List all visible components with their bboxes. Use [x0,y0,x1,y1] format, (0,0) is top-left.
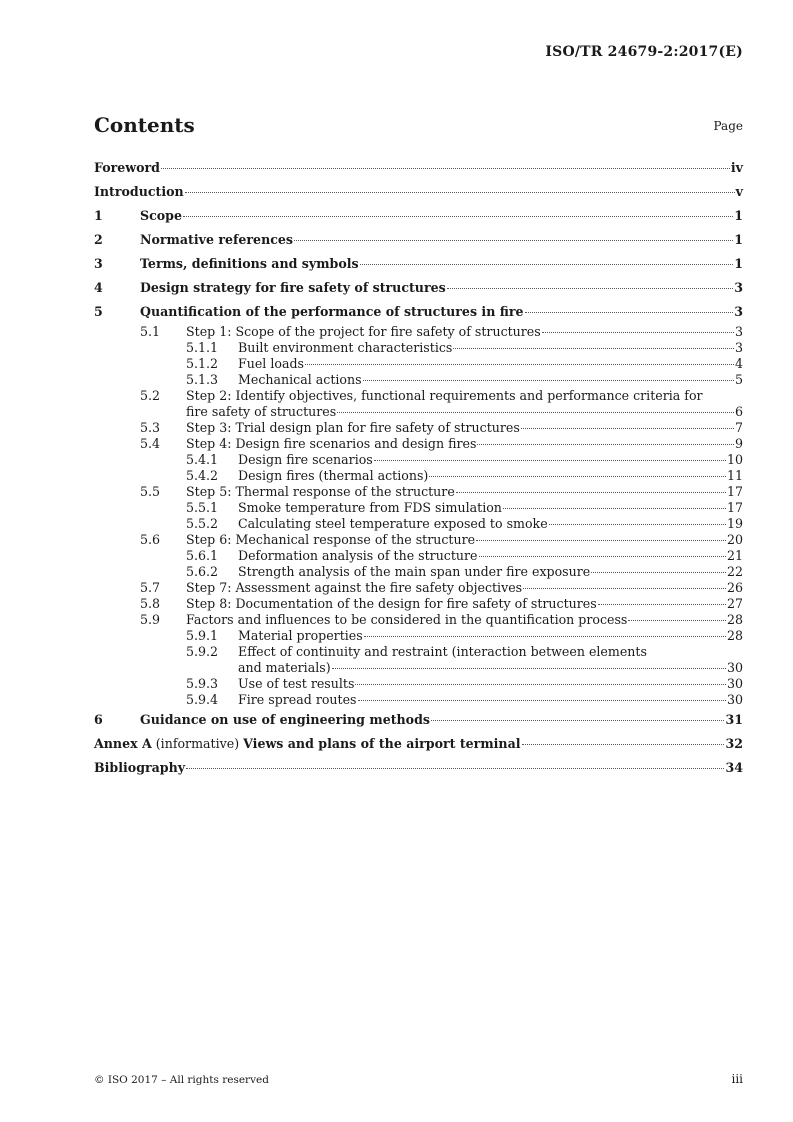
annex-qualifier: (informative) [155,736,240,751]
page-title: Contents [94,113,195,137]
toc-entry-5-8[interactable] [94,596,743,612]
dot-leader [479,556,726,557]
toc-entry-5-4-2[interactable] [94,468,743,484]
dot-leader [337,412,734,413]
toc-entry-text: Deformation analysis of the structure [238,548,478,563]
toc-page-number: 6 [734,404,743,419]
contents-title-row [94,113,743,137]
toc-entry-text: Effect of continuity and restraint (interaction between elements [238,644,647,659]
toc-entry-5-5-1[interactable] [94,500,743,516]
toc-entry-continuation [186,404,743,420]
toc-entry-text-continued: fire safety of structures [186,404,337,419]
toc-entry-5-2[interactable] [94,388,743,420]
dot-leader [332,668,726,669]
toc-section-number: 5.1 [140,324,161,339]
dot-leader [185,192,735,193]
toc-entry-5-1[interactable] [94,324,743,340]
dot-leader [477,444,734,445]
toc-entry-foreword[interactable] [94,156,743,180]
toc-section-number: 5.5 [140,484,161,499]
toc-section-number: 5.6.1 [186,548,219,563]
toc-entry-first-line [94,388,743,404]
toc-section-number: 5.8 [140,596,161,611]
toc-section-number: 5.9.4 [186,692,219,707]
dot-leader [363,380,734,381]
toc-entry-annex-a[interactable] [94,732,743,756]
page-number: iii [731,1072,743,1086]
toc-entry-continuation [238,660,743,676]
toc-entry-text: Mechanical actions [238,372,362,387]
table-of-contents [94,156,743,780]
toc-entry-text: Design strategy for fire safety of structures [140,280,446,295]
dot-leader [186,768,724,769]
toc-entry-5-5[interactable] [94,484,743,500]
toc-entry-5-6-2[interactable] [94,564,743,580]
document-id-header: ISO/TR 24679-2:2017(E) [545,44,743,60]
toc-section-number: 5.4.1 [186,452,219,467]
toc-entry-text: Use of test results [238,676,355,691]
dot-leader [360,264,734,265]
toc-entry-text: Step 8: Documentation of the design for fire safety of structures [186,596,597,611]
toc-page-number: 7 [734,420,743,435]
toc-page-number: iv [730,160,743,175]
toc-entry-design-strategy[interactable] [94,276,743,300]
toc-entry-5-1-3[interactable] [94,372,743,388]
toc-entry-text: Step 2: Identify objectives, functional requirements and performance criteria for [186,388,703,403]
toc-entry-text: Step 3: Trial design plan for fire safety of structures [186,420,520,435]
toc-entry-terms-definitions[interactable] [94,252,743,276]
toc-section-number: 5.4 [140,436,161,451]
toc-entry-text: Step 1: Scope of the project for fire safety of structures [186,324,541,339]
toc-section-number: 1 [94,208,103,223]
dot-leader [476,540,726,541]
toc-page-number: 21 [726,548,743,563]
toc-entry-5-7[interactable] [94,580,743,596]
dot-leader [364,636,726,637]
toc-entry-text: Fire spread routes [238,692,357,707]
toc-section-number: 5.5.1 [186,500,219,515]
toc-entry-text: Step 6: Mechanical response of the structure [186,532,476,547]
toc-entry-5-6[interactable] [94,532,743,548]
toc-entry-5-9-4[interactable] [94,692,743,708]
dot-leader [591,572,726,573]
dot-leader [305,364,734,365]
dot-leader [549,524,726,525]
toc-section-number: 5.1.1 [186,340,219,355]
toc-page-number: 28 [726,628,743,643]
toc-section-number: 2 [94,232,103,247]
toc-entry-text: Factors and influences to be considered in the quantification process [186,612,628,627]
dot-leader [503,508,726,509]
toc-entry-text: Foreword [94,160,160,175]
toc-section-number: 4 [94,280,103,295]
toc-entry-scope[interactable] [94,204,743,228]
toc-page-number: 26 [726,580,743,595]
toc-entry-text: Quantification of the performance of structures in fire [140,304,524,319]
toc-page-number: v [735,184,743,199]
toc-entry-5-9[interactable] [94,612,743,628]
toc-page-number: 3 [734,304,743,319]
toc-page-number: 5 [734,372,743,387]
copyright-notice: © ISO 2017 – All rights reserved [94,1074,269,1086]
toc-entry-5-6-1[interactable] [94,548,743,564]
toc-section-number: 5.1.3 [186,372,219,387]
toc-entry-5-4-1[interactable] [94,452,743,468]
toc-entry-text: Material properties [238,628,363,643]
toc-entry-text: Normative references [140,232,294,247]
dot-leader [374,460,726,461]
toc-page-number: 4 [734,356,743,371]
toc-entry-introduction[interactable] [94,180,743,204]
toc-section-number: 5.9.3 [186,676,219,691]
toc-entry-text: Bibliography [94,760,186,775]
toc-section-number: 3 [94,256,103,271]
toc-page-number: 1 [734,232,743,247]
toc-entry-text: Calculating steel temperature exposed to smoke [238,516,548,531]
toc-entry-text: Built environment characteristics [238,340,453,355]
toc-entry-5-9-1[interactable] [94,628,743,644]
annex-label: Annex A [94,736,152,751]
toc-page-number: 17 [726,500,743,515]
toc-entry-text: Strength analysis of the main span under fire exposure [238,564,591,579]
toc-page-number: 1 [734,256,743,271]
toc-section-number: 5.5.2 [186,516,219,531]
toc-entry-normative-references[interactable] [94,228,743,252]
dot-leader [598,604,726,605]
dot-leader [523,588,726,589]
dot-leader [522,744,725,745]
dot-leader [429,476,726,477]
dot-leader [456,492,726,493]
toc-section-number: 5.6.2 [186,564,219,579]
page-column-label: Page [713,119,743,133]
toc-section-number: 5 [94,304,103,319]
toc-page-number: 3 [734,340,743,355]
toc-section-number: 5.9 [140,612,161,627]
toc-entry-5-1-2[interactable] [94,356,743,372]
toc-entry-text: Step 5: Thermal response of the structure [186,484,455,499]
toc-entry-text: Step 7: Assessment against the fire safety objectives [186,580,523,595]
toc-page-number: 3 [734,280,743,295]
dot-leader [431,720,724,721]
toc-entry-text: Terms, definitions and symbols [140,256,359,271]
toc-page-number: 17 [726,484,743,499]
toc-entry-guidance[interactable] [94,708,743,732]
toc-section-number: 5.6 [140,532,161,547]
toc-section-number: 6 [94,712,103,727]
toc-entry-text: Smoke temperature from FDS simulation [238,500,502,515]
toc-entry-text: Step 4: Design fire scenarios and design fires [186,436,477,451]
toc-page-number: 11 [726,468,743,483]
dot-leader [453,348,734,349]
toc-entry-first-line [94,644,743,660]
toc-page-number: 34 [725,760,743,775]
toc-entry-text: Guidance on use of engineering methods [140,712,430,727]
toc-entry-5-3[interactable] [94,420,743,436]
toc-entry-5-9-3[interactable] [94,676,743,692]
toc-entry-text: Scope [140,208,182,223]
dot-leader [521,428,734,429]
toc-section-number: 5.4.2 [186,468,219,483]
toc-page-number: 20 [726,532,743,547]
dot-leader [294,240,733,241]
toc-entry-text-continued: and materials) [238,660,331,675]
toc-entry-5-5-2[interactable] [94,516,743,532]
toc-page-number: 22 [726,564,743,579]
dot-leader [525,312,734,313]
dot-leader [183,216,733,217]
toc-entry-text: Design fire scenarios [238,452,373,467]
dot-leader [447,288,734,289]
toc-entry-text: Fuel loads [238,356,304,371]
toc-page-number: 31 [725,712,743,727]
toc-entry-text: Introduction [94,184,184,199]
toc-entry-quantification[interactable] [94,300,743,324]
toc-page-number: 30 [726,660,743,675]
dot-leader [161,168,730,169]
toc-page-number: 9 [734,436,743,451]
toc-section-number: 5.2 [140,388,161,403]
toc-entry-bibliography[interactable] [94,756,743,780]
toc-page-number: 1 [734,208,743,223]
toc-page-number: 32 [725,736,743,751]
dot-leader [355,684,726,685]
toc-section-number: 5.9.2 [186,644,219,659]
toc-page-number: 28 [726,612,743,627]
dot-leader [542,332,734,333]
toc-entry-5-1-1[interactable] [94,340,743,356]
toc-section-number: 5.9.1 [186,628,219,643]
toc-page-number: 10 [726,452,743,467]
toc-entry-text: Views and plans of the airport terminal [243,736,521,751]
toc-entry-text: Design fires (thermal actions) [238,468,429,483]
toc-section-number: 5.7 [140,580,161,595]
toc-entry-5-4[interactable] [94,436,743,452]
dot-leader [358,700,726,701]
toc-page-number: 3 [734,324,743,339]
toc-page-number: 30 [726,692,743,707]
toc-section-number: 5.3 [140,420,161,435]
toc-page-number: 19 [726,516,743,531]
dot-leader [628,620,726,621]
toc-entry-5-9-2[interactable] [94,644,743,676]
toc-page-number: 30 [726,676,743,691]
toc-section-number: 5.1.2 [186,356,219,371]
toc-page-number: 27 [726,596,743,611]
